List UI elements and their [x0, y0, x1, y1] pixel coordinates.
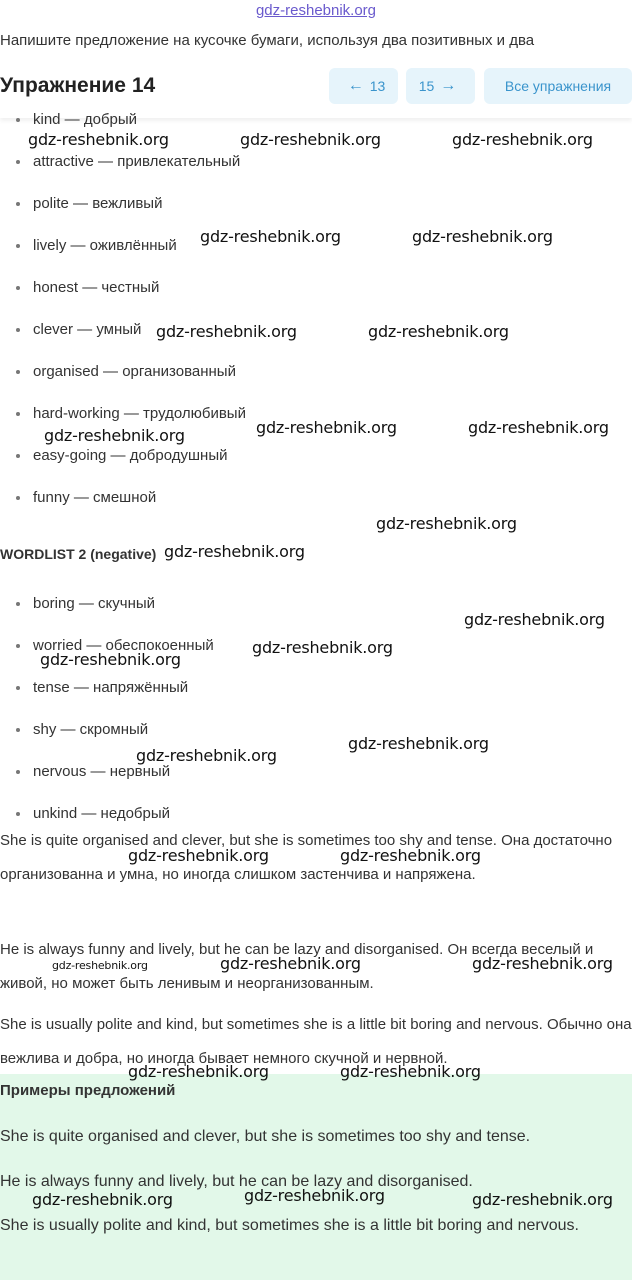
watermark-text: gdz-reshebnik.org	[244, 1186, 385, 1205]
watermark-text: gdz-reshebnik.org	[128, 846, 269, 865]
watermark-text: gdz-reshebnik.org	[136, 746, 277, 765]
list-item: honest — честный	[0, 278, 632, 320]
list-item: attractive — привлекательный	[0, 152, 632, 194]
answer-paragraph: He is always funny and lively, but he can be lazy and disorganised. Он всегда веселый и живой, но может быть ленивым и неорганизованным.	[0, 941, 594, 992]
next-exercise-button[interactable]	[406, 68, 475, 104]
list-item: shy — скромный	[0, 720, 632, 762]
exercise-instruction: Напишите предложение на кусочке бумаги, используя два позитивных и два	[0, 32, 535, 49]
list-item: lively — оживлённый	[0, 236, 632, 278]
list-item: worried — обеспокоенный	[0, 636, 632, 678]
list-item: funny — смешной	[0, 488, 632, 530]
example-sentence: She is usually polite and kind, but sometimes she is a little bit boring and nervous.	[0, 1217, 579, 1234]
example-sentence: He is always funny and lively, but he can be lazy and disorganised.	[0, 1173, 473, 1190]
watermark-text: gdz-reshebnik.org	[164, 542, 305, 561]
list-item: hard-working — трудолюбивый	[0, 404, 632, 446]
arrow-left-icon: ←	[347, 77, 364, 94]
watermark-text: gdz-reshebnik.org	[220, 954, 361, 973]
site-watermark-link[interactable]: gdz-reshebnik.org	[255, 2, 377, 19]
watermark-text: gdz-reshebnik.org	[32, 1190, 173, 1209]
watermark-text: gdz-reshebnik.org	[252, 638, 393, 657]
answer-paragraph: She is usually polite and kind, but sometimes she is a little bit boring and nervous. Обычно она вежлива и добра, но иногда бывает немного скучной и нервной.	[0, 1016, 632, 1067]
watermark-text: gdz-reshebnik.org	[472, 1190, 613, 1209]
example-sentence: She is quite organised and clever, but she is sometimes too shy and tense.	[0, 1128, 531, 1145]
watermark-text: gdz-reshebnik.org	[368, 322, 509, 341]
list-item: kind — добрый	[0, 110, 632, 152]
list-item: polite — вежливый	[0, 194, 632, 236]
watermark-text: gdz-reshebnik.org	[472, 954, 613, 973]
watermark-text: gdz-reshebnik.org	[348, 734, 489, 753]
watermark-text: gdz-reshebnik.org	[240, 130, 381, 149]
list-item: clever — умный	[0, 320, 632, 362]
wordlist-positive	[0, 110, 632, 530]
prev-exercise-button[interactable]	[329, 68, 398, 104]
list-item: nervous — нервный	[0, 762, 632, 804]
prev-exercise-label: 13	[369, 78, 386, 94]
watermark-text: gdz-reshebnik.org	[468, 418, 609, 437]
examples-title: Примеры предложений	[0, 1082, 176, 1099]
watermark-text: gdz-reshebnik.org	[412, 227, 553, 246]
next-exercise-label: 15	[418, 78, 435, 94]
examples-panel	[0, 1074, 632, 1280]
list-item: unkind — недобрый	[0, 804, 632, 846]
watermark-text: gdz-reshebnik.org	[40, 650, 181, 669]
watermark-text: gdz-reshebnik.org	[52, 959, 148, 972]
list-item: boring — скучный	[0, 594, 632, 636]
watermark-text: gdz-reshebnik.org	[340, 846, 481, 865]
list-item: organised — организованный	[0, 362, 632, 404]
watermark-text: gdz-reshebnik.org	[128, 1062, 269, 1081]
watermark-text: gdz-reshebnik.org	[44, 426, 185, 445]
all-exercises-button[interactable]: Все упражнения	[484, 68, 632, 104]
page-title: Упражнение 14	[0, 74, 156, 97]
wordlist-negative-heading: WORDLIST 2 (negative)	[0, 546, 157, 562]
watermark-text: gdz-reshebnik.org	[464, 610, 605, 629]
watermark-text: gdz-reshebnik.org	[200, 227, 341, 246]
wordlist-negative	[0, 594, 632, 846]
watermark-text: gdz-reshebnik.org	[28, 130, 169, 149]
watermark-text: gdz-reshebnik.org	[156, 322, 297, 341]
watermark-text: gdz-reshebnik.org	[376, 514, 517, 533]
watermark-text: gdz-reshebnik.org	[256, 418, 397, 437]
list-item: easy-going — добродушный	[0, 446, 632, 488]
arrow-right-icon: →	[440, 77, 457, 94]
answer-paragraph: She is quite organised and clever, but she is sometimes too shy and tense. Она достаточно организованна и умна, но иногда слишком застенчива и напряжена.	[0, 832, 613, 883]
watermark-text: gdz-reshebnik.org	[340, 1062, 481, 1081]
list-item: tense — напряжённый	[0, 678, 632, 720]
watermark-text: gdz-reshebnik.org	[452, 130, 593, 149]
